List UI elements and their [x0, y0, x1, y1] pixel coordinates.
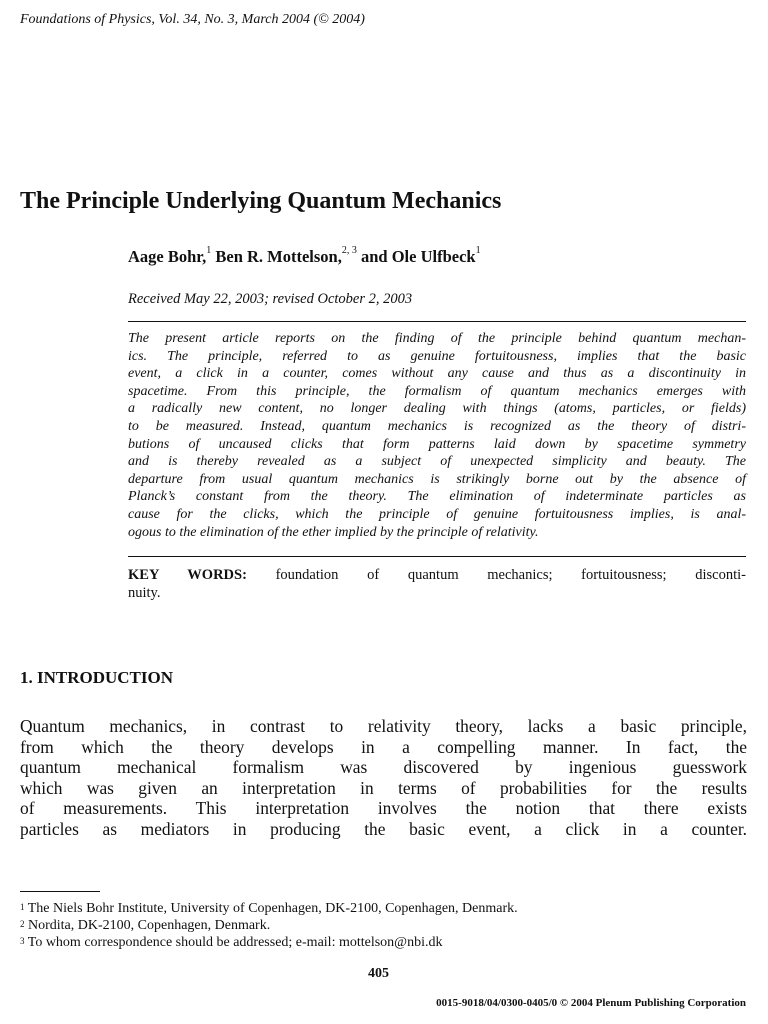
footnote-mark: 1	[20, 902, 25, 912]
abstract-top-rule	[128, 321, 746, 322]
body-line: which was given an interpretation in terms of probabilities for the results	[20, 777, 747, 798]
body-line: particles as mediators in producing the basic event, a click in a counter.	[20, 818, 747, 839]
abstract-line: spacetime. From this principle, the formalism of quantum mechanics emerges with	[128, 383, 746, 399]
abstract-line: butions of uncaused clicks that form patterns laid down by spacetime symmetry	[128, 436, 746, 452]
received-dates: Received May 22, 2003; revised October 2, 2003	[128, 291, 413, 307]
footnote-mark: 2	[20, 919, 25, 929]
body-line: of measurements. This interpretation involves the notion that there exists	[20, 798, 747, 819]
abstract-line: to be measured. Instead, quantum mechanics is recognized as the theory of distri-	[128, 418, 746, 434]
footnote-text: Nordita, DK-2100, Copenhagen, Denmark.	[24, 918, 271, 933]
abstract-line: The present article reports on the finding of the principle behind quantum mechan-	[128, 331, 746, 346]
footnote-mark: 3	[20, 936, 25, 946]
author-affiliation-mark: 1	[206, 245, 212, 256]
footnote-text: The Niels Bohr Institute, University of Copenhagen, DK-2100, Copenhagen, Denmark.	[24, 901, 518, 916]
body-line: Quantum mechanics, in contrast to relativity theory, lacks a basic principle,	[20, 716, 747, 736]
page-number: 405	[368, 966, 389, 981]
author-affiliation-mark: 1	[475, 245, 481, 256]
keywords-text: foundation of quantum mechanics; fortuitousness; disconti-	[246, 567, 746, 583]
abstract-line: Planck’s constant from the theory. The elimination of indeterminate particles as	[128, 489, 746, 505]
journal-citation: Foundations of Physics, Vol. 34, No. 3, March 2004 (© 2004)	[20, 12, 365, 27]
paper-title: The Principle Underlying Quantum Mechanics	[20, 188, 502, 214]
author-name: Aage Bohr,	[128, 247, 207, 266]
copyright-line: 0015-9018/04/0300-0405/0 © 2004 Plenum Publishing Corporation	[436, 997, 746, 1009]
author-affiliation-mark: 2, 3	[341, 245, 357, 256]
abstract-line: a radically new content, no longer dealing with things (atoms, particles, or fields)	[128, 401, 746, 417]
abstract-line: ogous to the elimination of the ether implied by the principle of relativity.	[128, 524, 539, 540]
abstract-line: ics. The principle, referred to as genuine fortuitousness, implies that the basic	[128, 348, 746, 364]
abstract-line: and is thereby revealed as a subject of unexpected simplicity and beauty. The	[128, 454, 746, 470]
abstract-line: cause for the clicks, which the principle of genuine fortuitousness implies, is anal-	[128, 506, 746, 522]
footnotes	[20, 900, 518, 951]
footnote	[20, 934, 518, 951]
body-line: from which the theory develops in a compelling manner. In fact, the	[20, 736, 747, 757]
abstract	[128, 330, 746, 541]
abstract-line: departure from usual quantum mechanics is strikingly borne out by the absence of	[128, 471, 746, 487]
introduction-paragraph	[20, 716, 747, 840]
keywords	[128, 566, 746, 602]
section-heading: 1. INTRODUCTION	[20, 668, 174, 687]
footnote	[20, 917, 518, 934]
author-list	[128, 247, 481, 267]
keywords-label: KEY WORDS:	[128, 567, 247, 583]
body-line: quantum mechanical formalism was discovered by ingenious guesswork	[20, 757, 747, 778]
author-name: Ben R. Mottelson,	[215, 247, 342, 266]
author-name: and Ole Ulfbeck	[360, 247, 476, 266]
keywords-text: nuity.	[128, 585, 161, 601]
footnote	[20, 900, 518, 917]
footnote-rule	[20, 891, 100, 892]
footnote-text: To whom correspondence should be addressed; e-mail: mottelson@nbi.dk	[24, 935, 443, 950]
abstract-line: event, a click in a counter, comes without any cause and thus as a discontinuity in	[128, 366, 746, 382]
abstract-bottom-rule	[128, 556, 746, 557]
